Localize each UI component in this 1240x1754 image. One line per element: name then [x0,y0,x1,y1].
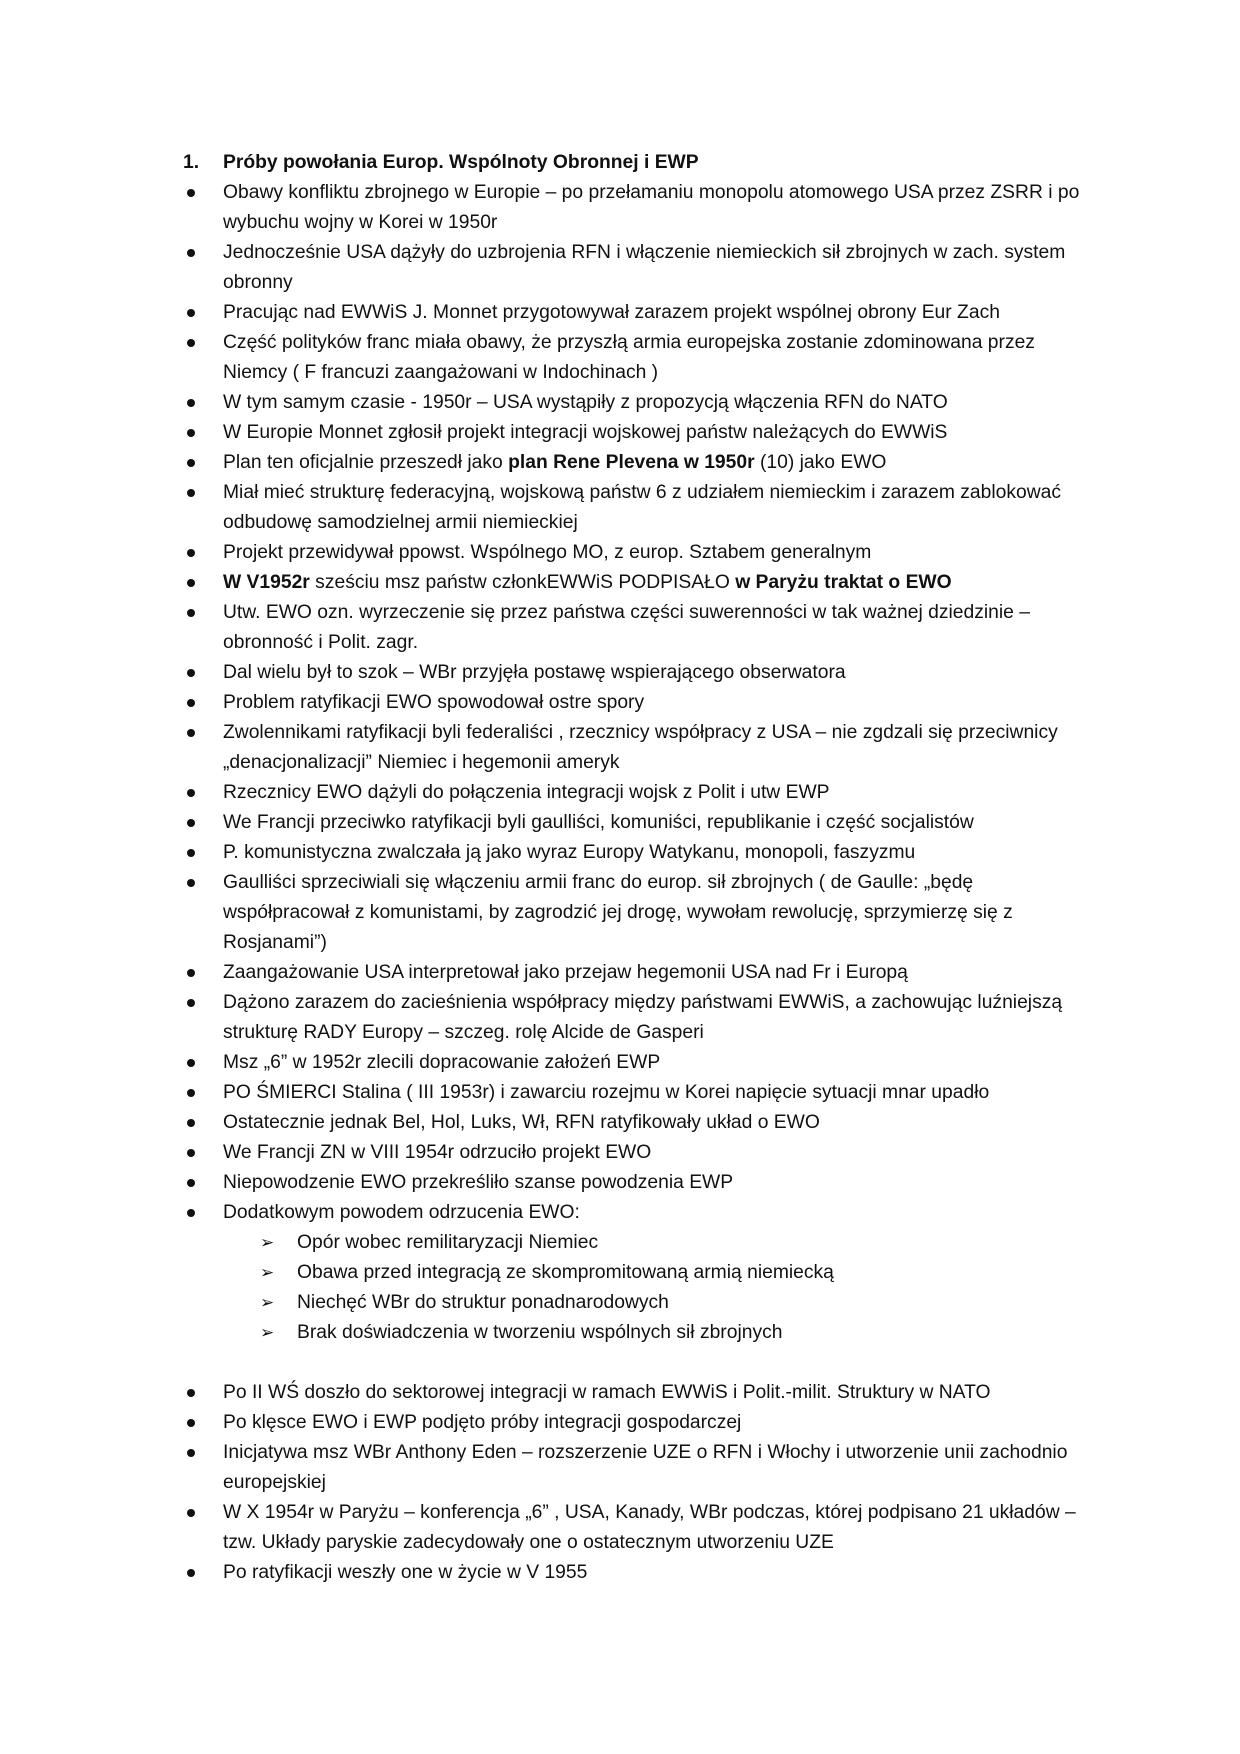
text-run: Utw. EWO ozn. wyrzeczenie się przez państwa części suwerenności w tak ważnej dziedzinie – obronność i Polit. zagr. [223,602,1030,653]
bullet-list [183,178,1103,1348]
arrow-bullet-icon: ➢ [260,1323,275,1342]
sub-item-text: Brak doświadczenia w tworzeniu wspólnych sił zbrojnych [297,1322,783,1343]
text-run: Po ratyfikacji weszły one w życie w V 1955 [223,1562,588,1583]
text-run: Obawy konfliktu zbrojnego w Europie – po przełamaniu monopolu atomowego USA przez ZSRR i po wybuchu wojny w Korei w 1950r [223,182,1080,233]
bullet-icon [187,1179,195,1187]
list-item [183,868,1103,958]
text-run: Pracując nad EWWiS J. Monnet przygotowywał zarazem projekt wspólnej obrony Eur Zach [223,302,1000,323]
list-item [183,838,1103,868]
arrow-bullet-icon: ➢ [260,1293,275,1312]
bullet-icon [187,699,195,707]
bold-text: w Paryżu traktat o EWO [735,572,952,593]
text-run: W Europie Monnet zgłosił projekt integracji wojskowej państw należących do EWWiS [223,422,948,443]
bullet-icon [187,1509,195,1517]
sub-list-item [183,1228,1103,1258]
bullet-icon [187,999,195,1007]
text-run: (10) jako EWO [754,452,887,473]
text-run: Zaangażowanie USA interpretował jako przejaw hegemonii USA nad Fr i Europą [223,962,908,983]
list-item [183,178,1103,238]
list-item [183,1498,1103,1558]
bullet-icon [187,789,195,797]
list-item [183,1408,1103,1438]
list-item [183,958,1103,988]
bullet-icon [187,1149,195,1157]
text-run: Zwolennikami ratyfikacji byli federaliści , rzecznicy współpracy z USA – nie zgdzali się przeciwnicy „denacjonalizacji” Niemiec i hegemonii ameryk [223,722,1058,773]
text-run: Rzecznicy EWO dążyli do połączenia integracji wojsk z Polit i utw EWP [223,782,830,803]
text-run: Dodatkowym powodem odrzucenia EWO: [223,1202,580,1223]
bullet-icon [187,1389,195,1397]
bullet-icon [187,879,195,887]
list-item [183,538,1103,568]
bullet-icon [187,549,195,557]
section-heading [183,148,1103,178]
bullet-icon [187,189,195,197]
bullet-icon [187,819,195,827]
text-run: We Francji przeciwko ratyfikacji byli gaulliści, komuniści, republikanie i część socjalistów [223,812,974,833]
bullet-list-second [183,1378,1103,1588]
paragraph-gap [183,1348,1103,1378]
bullet-icon [187,429,195,437]
bullet-icon [187,1449,195,1457]
bullet-icon [187,849,195,857]
text-run: sześciu msz państw członkEWWiS PODPISAŁO [309,572,736,593]
sub-list [183,1228,1103,1348]
text-run: Problem ratyfikacji EWO spowodował ostre spory [223,692,645,713]
list-item [183,808,1103,838]
list-item [183,388,1103,418]
bullet-icon [187,489,195,497]
text-run: Miał mieć strukturę federacyjną, wojskową państw 6 z udziałem niemieckim i zarazem zablokować odbudowę samodzielnej armii niemieckiej [223,482,1061,533]
bullet-icon [187,1209,195,1217]
text-run: W tym samym czasie - 1950r – USA wystąpiły z propozycją włączenia RFN do NATO [223,392,948,413]
sub-item-text: Opór wobec remilitaryzacji Niemiec [297,1232,599,1253]
section-number: 1. [183,152,200,173]
text-run: We Francji ZN w VIII 1954r odrzuciło projekt EWO [223,1142,652,1163]
text-run: Ostatecznie jednak Bel, Hol, Luks, Wł, RFN ratyfikowały układ o EWO [223,1112,820,1133]
text-run: W X 1954r w Paryżu – konferencja „6” , USA, Kanady, WBr podczas, której podpisano 21 układów – tzw. Układy paryskie zadecydowały one o ostatecznym utworzeniu UZE [223,1502,1076,1553]
bullet-icon [187,249,195,257]
text-run: Msz „6” w 1952r zlecili dopracowanie założeń EWP [223,1052,661,1073]
text-run: Inicjatywa msz WBr Anthony Eden – rozszerzenie UZE o RFN i Włochy i utworzenie unii zachodnio europejskiej [223,1442,1068,1493]
bold-text: W V1952r [223,572,310,593]
text-run: Dążono zarazem do zacieśnienia współpracy między państwami EWWiS, a zachowując luźniejszą strukturę RADY Europy – szczeg. rolę Alcide de Gasperi [223,992,1063,1043]
bullet-icon [187,1119,195,1127]
list-item [183,658,1103,688]
list-item [183,418,1103,448]
bullet-icon [187,1419,195,1427]
document-content [183,148,1103,1588]
sub-item-text: Niechęć WBr do struktur ponadnarodowych [297,1292,669,1313]
sub-list-item [183,1258,1103,1288]
bullet-icon [187,669,195,677]
list-item [183,568,1103,598]
list-item [183,1138,1103,1168]
list-item [183,1378,1103,1408]
bullet-icon [187,1059,195,1067]
text-run: PO ŚMIERCI Stalina ( III 1953r) i zawarciu rozejmu w Korei napięcie sytuacji mnar upadło [223,1082,990,1103]
text-run: Dal wielu był to szok – WBr przyjęła postawę wspierającego obserwatora [223,662,846,683]
list-item [183,448,1103,478]
arrow-bullet-icon: ➢ [260,1263,275,1282]
text-run: Jednocześnie USA dążyły do uzbrojenia RFN i włączenie niemieckich sił zbrojnych w zach. system obronny [223,242,1066,293]
bullet-icon [187,1089,195,1097]
text-run: Po II WŚ doszło do sektorowej integracji w ramach EWWiS i Polit.-milit. Struktury w NATO [223,1382,991,1403]
text-run: Plan ten oficjalnie przeszedł jako [223,452,509,473]
section-title: Próby powołania Europ. Wspólnoty Obronnej i EWP [223,152,699,173]
text-run: Projekt przewidywał ppowst. Wspólnego MO, z europ. Sztabem generalnym [223,542,872,563]
list-item [183,1438,1103,1498]
list-item [183,1048,1103,1078]
list-item [183,1558,1103,1588]
list-item [183,778,1103,808]
bullet-icon [187,969,195,977]
sub-item-text: Obawa przed integracją ze skompromitowaną armią niemiecką [297,1262,834,1283]
bullet-icon [187,399,195,407]
sub-list-item [183,1318,1103,1348]
list-item [183,1108,1103,1138]
list-item [183,1078,1103,1108]
list-item [183,478,1103,538]
text-run: Gaulliści sprzeciwiali się włączeniu armii franc do europ. sił zbrojnych ( de Gaulle: „będę współpracował z komunistami, by zagrodzić jej drogę, wywołam rewolucję, sprzymierzę się z Rosjanami”) [223,872,1013,953]
list-item [183,598,1103,658]
list-item [183,988,1103,1048]
list-item [183,1198,1103,1228]
text-run: Po klęsce EWO i EWP podjęto próby integracji gospodarczej [223,1412,742,1433]
bullet-icon [187,339,195,347]
text-run: Część polityków franc miała obawy, że przyszłą armia europejska zostanie zdominowana przez Niemcy ( F francuzi zaangażowani w Indochinach ) [223,332,1035,383]
bullet-icon [187,309,195,317]
bullet-icon [187,1569,195,1577]
list-item [183,1168,1103,1198]
text-run: P. komunistyczna zwalczała ją jako wyraz Europy Watykanu, monopoli, faszyzmu [223,842,916,863]
list-item [183,328,1103,388]
bullet-icon [187,729,195,737]
bullet-icon [187,579,195,587]
list-item [183,298,1103,328]
text-run: Niepowodzenie EWO przekreśliło szanse powodzenia EWP [223,1172,734,1193]
bullet-icon [187,459,195,467]
sub-list-item [183,1288,1103,1318]
list-item [183,238,1103,298]
list-item [183,688,1103,718]
arrow-bullet-icon: ➢ [260,1233,275,1252]
bold-text: plan Rene Plevena w 1950r [508,452,755,473]
list-item [183,718,1103,778]
bullet-icon [187,609,195,617]
